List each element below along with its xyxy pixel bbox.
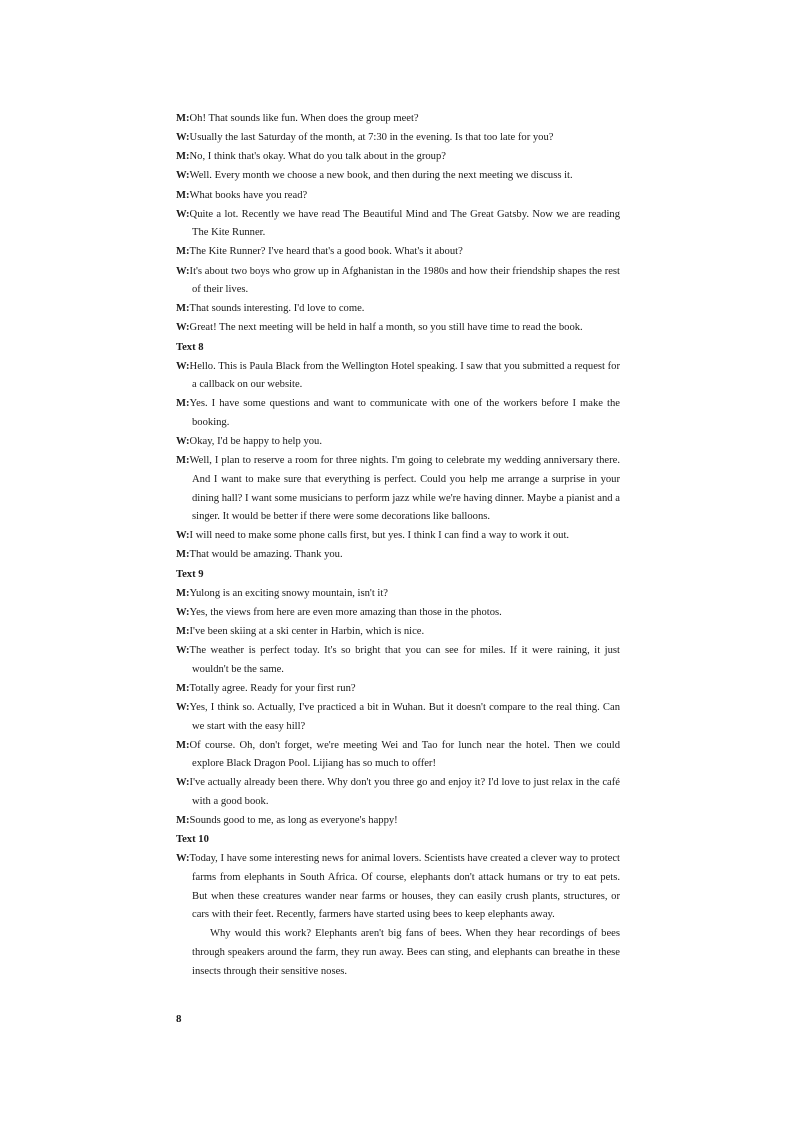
dialogue-line bbox=[176, 187, 620, 206]
line-text: No, I think that's okay. What do you talk about in the group? bbox=[189, 151, 446, 163]
dialogue-block-text8 bbox=[176, 358, 620, 565]
dialogue-line bbox=[176, 546, 620, 565]
speaker-label: M: bbox=[176, 625, 190, 637]
line-text: Quite a lot. Recently we have read The Beautiful Mind and The Great Gatsby. Now we are reading The Kite Runner. bbox=[189, 208, 620, 239]
dialogue-line bbox=[176, 585, 620, 604]
dialogue-line bbox=[176, 319, 620, 338]
line-text: Yes, the views from here are even more amazing than those in the photos. bbox=[189, 606, 502, 618]
speaker-label: W: bbox=[176, 606, 190, 618]
speaker-label: W: bbox=[176, 265, 190, 277]
speaker-label: M: bbox=[176, 549, 190, 561]
dialogue-line bbox=[176, 129, 620, 148]
page-content bbox=[176, 110, 620, 981]
speaker-label: W: bbox=[176, 777, 190, 789]
line-text: Sounds good to me, as long as everyone's happy! bbox=[189, 815, 398, 827]
speaker-label: W: bbox=[176, 170, 190, 182]
speaker-label: M: bbox=[176, 246, 190, 258]
speaker-label: W: bbox=[176, 530, 190, 542]
text10-heading: Text 10 bbox=[176, 834, 209, 846]
text8-heading: Text 8 bbox=[176, 341, 204, 353]
dialogue-line bbox=[176, 642, 620, 679]
line-text: Okay, I'd be happy to help you. bbox=[189, 436, 322, 448]
dialogue-line bbox=[176, 433, 620, 452]
monologue-block-text10 bbox=[176, 850, 620, 924]
line-text: Oh! That sounds like fun. When does the group meet? bbox=[189, 113, 419, 124]
dialogue-line bbox=[176, 452, 620, 526]
line-text: Usually the last Saturday of the month, at 7:30 in the evening. Is that too late for you? bbox=[189, 132, 554, 144]
speaker-label: M: bbox=[176, 682, 190, 694]
speaker-label: W: bbox=[176, 360, 190, 372]
dialogue-block-text7 bbox=[176, 110, 620, 338]
speaker-label: W: bbox=[176, 322, 190, 334]
speaker-label: M: bbox=[176, 189, 190, 201]
speaker-label: W: bbox=[176, 853, 190, 865]
line-text: It's about two boys who grow up in Afghanistan in the 1980s and how their friendship shapes the rest of their lives. bbox=[189, 265, 620, 296]
dialogue-line bbox=[176, 206, 620, 243]
speaker-label: W: bbox=[176, 436, 190, 448]
line-text: Today, I have some interesting news for animal lovers. Scientists have created a clever way to protect farms from elephants in South Africa. Of course, elephants don't attack humans or try to eat pets. But when these creatures wander near farms or houses, they can easily crush plants, structures, or cars with their feet. Recently, farmers have started using bees to keep elephants away. bbox=[189, 853, 620, 921]
text9-heading: Text 9 bbox=[176, 568, 204, 580]
line-text: Of course. Oh, don't forget, we're meeting Wei and Tao for lunch near the hotel. Then we could explore Black Dragon Pool. Lijiang has so much to offer! bbox=[189, 739, 620, 770]
line-text: I've actually already been there. Why don't you three go and enjoy it? I'd love to just relax in the café with a good book. bbox=[189, 777, 620, 808]
speaker-label: M: bbox=[176, 455, 190, 467]
dialogue-line bbox=[176, 358, 620, 395]
dialogue-line bbox=[176, 737, 620, 774]
dialogue-line bbox=[176, 604, 620, 623]
line-text: That would be amazing. Thank you. bbox=[189, 549, 343, 561]
dialogue-line bbox=[176, 680, 620, 699]
speaker-label: W: bbox=[176, 208, 190, 220]
speaker-label: W: bbox=[176, 701, 190, 713]
line-text: That sounds interesting. I'd love to come. bbox=[189, 303, 365, 315]
line-text: Well, I plan to reserve a room for three nights. I'm going to celebrate my wedding anniversary there. And I want to make sure that everything is perfect. Could you help me arrange a surprise in your dining hall? I want some musicians to perform jazz while we're having dinner. Maybe a pianist and a singer. It would be better if there were some decorations like balloons. bbox=[189, 455, 620, 523]
dialogue-line bbox=[176, 243, 620, 262]
speaker-label: W: bbox=[176, 645, 190, 657]
text10-paragraph-2: Why would this work? Elephants aren't big fans of bees. When they hear recordings of bees through speakers around the farm, they run away. Bees can sting, and elephants can breathe in these insects through their sensitive noses. bbox=[192, 928, 620, 977]
dialogue-line bbox=[176, 623, 620, 642]
speaker-label: M: bbox=[176, 151, 190, 163]
speaker-label: M: bbox=[176, 303, 190, 315]
line-text: Yulong is an exciting snowy mountain, isn't it? bbox=[189, 587, 388, 599]
line-text: What books have you read? bbox=[189, 189, 308, 201]
speaker-label: M: bbox=[176, 398, 190, 410]
line-text: Hello. This is Paula Black from the Wellington Hotel speaking. I saw that you submitted a request for a callback on our website. bbox=[189, 360, 620, 391]
page-number: 8 bbox=[176, 1013, 182, 1025]
dialogue-line bbox=[176, 699, 620, 736]
dialogue-line bbox=[176, 110, 620, 129]
dialogue-line bbox=[176, 527, 620, 546]
dialogue-line bbox=[176, 148, 620, 167]
dialogue-block-text9 bbox=[176, 585, 620, 831]
dialogue-line bbox=[176, 850, 620, 924]
dialogue-line bbox=[176, 395, 620, 432]
speaker-label: W: bbox=[176, 132, 190, 144]
speaker-label: M: bbox=[176, 739, 190, 751]
line-text: Yes. I have some questions and want to communicate with one of the workers before I make the booking. bbox=[189, 398, 620, 429]
speaker-label: M: bbox=[176, 113, 190, 124]
line-text: Great! The next meeting will be held in half a month, so you still have time to read the book. bbox=[189, 322, 583, 334]
dialogue-line bbox=[176, 774, 620, 811]
dialogue-line bbox=[176, 812, 620, 831]
dialogue-line bbox=[176, 263, 620, 300]
line-text: The Kite Runner? I've heard that's a good book. What's it about? bbox=[189, 246, 463, 258]
dialogue-line bbox=[176, 167, 620, 186]
line-text: The weather is perfect today. It's so bright that you can see for miles. If it were raining, it just wouldn't be the same. bbox=[189, 645, 620, 675]
line-text: Yes, I think so. Actually, I've practiced a bit in Wuhan. But it doesn't compare to the real thing. Can we start with the easy hill? bbox=[189, 701, 620, 732]
speaker-label: M: bbox=[176, 587, 190, 599]
line-text: I will need to make some phone calls first, but yes. I think I can find a way to work it out. bbox=[189, 530, 570, 542]
line-text: I've been skiing at a ski center in Harbin, which is nice. bbox=[189, 625, 425, 637]
line-text: Well. Every month we choose a new book, and then during the next meeting we discuss it. bbox=[189, 170, 573, 182]
dialogue-line bbox=[176, 300, 620, 319]
speaker-label: M: bbox=[176, 815, 190, 827]
line-text: Totally agree. Ready for your first run? bbox=[189, 682, 356, 694]
